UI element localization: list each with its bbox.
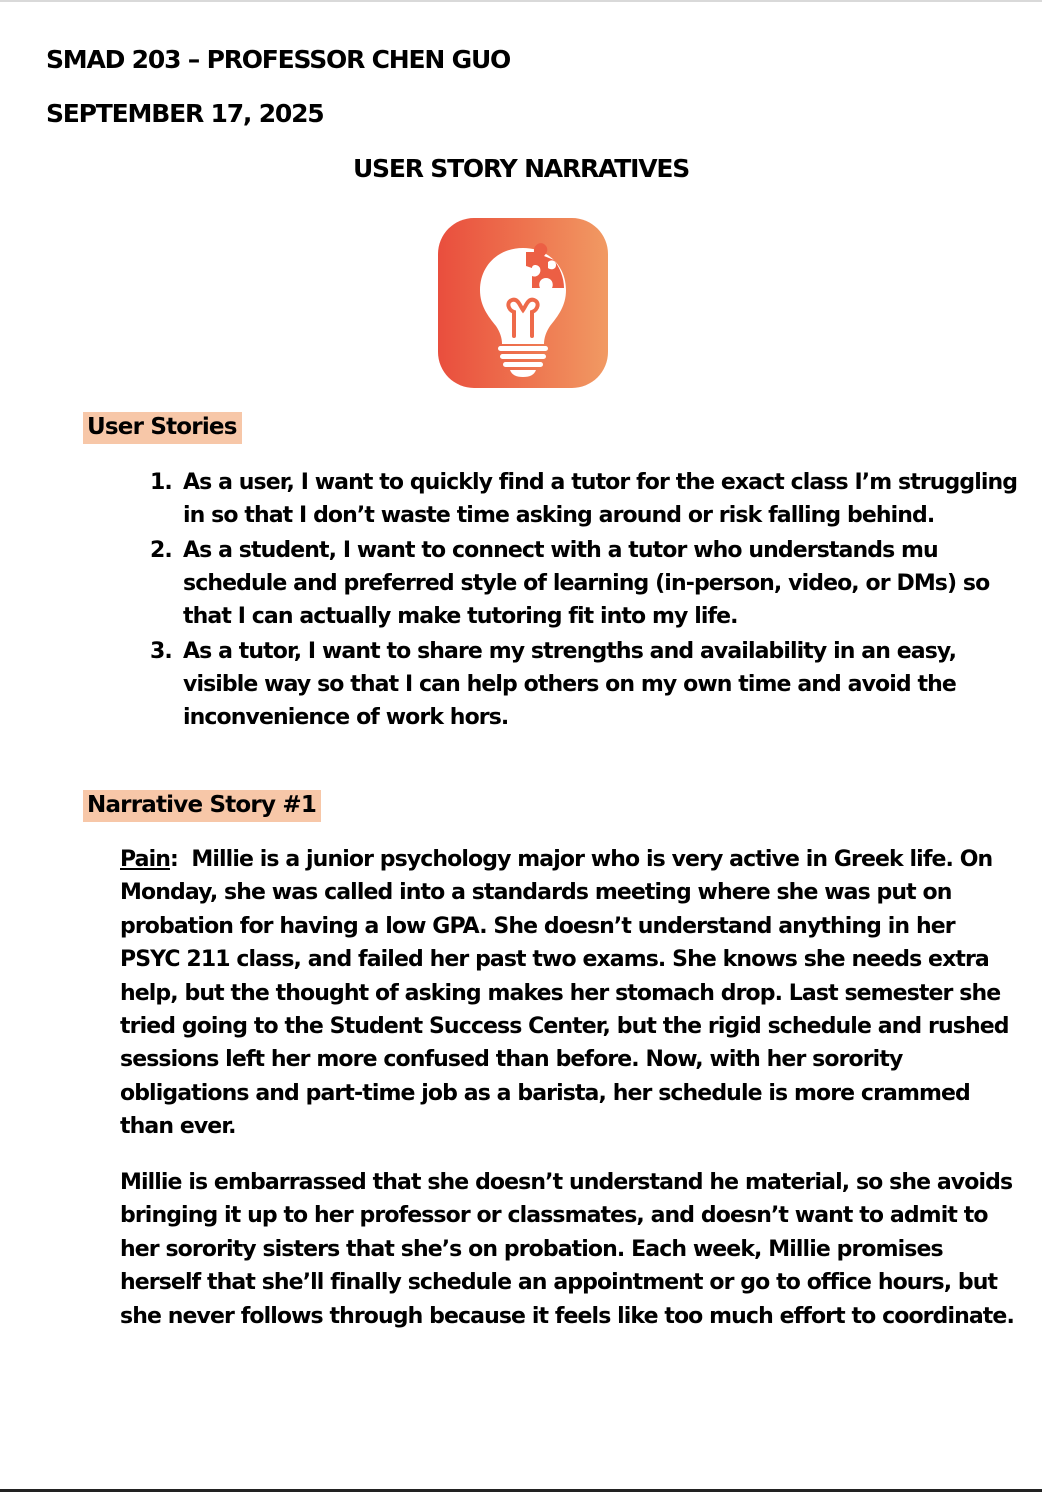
document-title: USER STORY NARRATIVES xyxy=(352,154,690,183)
story-text: As a tutor, I want to share my strengths and availability in an easy, visible way so that I can help others on my own time and avoid the inconvenience of work hors. xyxy=(183,639,957,730)
list-item xyxy=(150,534,1030,633)
pain-paragraph xyxy=(120,843,1020,1144)
list-number: 1. xyxy=(150,470,172,495)
app-logo xyxy=(438,218,608,388)
narrative-story-heading: Narrative Story #1 xyxy=(83,790,321,822)
user-stories-heading: User Stories xyxy=(83,412,242,444)
list-item xyxy=(150,466,1030,532)
user-stories-list xyxy=(150,466,1030,736)
pain-label: Pain xyxy=(120,847,170,872)
lightbulb-puzzle-icon xyxy=(438,218,608,388)
pain-colon: : xyxy=(169,847,192,872)
date-heading: SEPTEMBER 17, 2025 xyxy=(46,99,324,128)
top-divider xyxy=(0,0,1042,2)
list-item xyxy=(150,635,1030,734)
story-text: As a student, I want to connect with a tutor who understands mu schedule and preferred style of learning (in-person, video, or DMs) so that I can actually make tutoring fit into my life. xyxy=(183,538,990,629)
story-text: As a user, I want to quickly find a tutor for the exact class I’m struggling in so that I don’t waste time asking around or risk falling behind. xyxy=(183,470,1018,528)
course-heading: SMAD 203 – PROFESSOR CHEN GUO xyxy=(46,45,511,74)
pain-text: Millie is a junior psychology major who is very active in Greek life. On Monday, she was called into a standards meeting where she was put on probation for having a low GPA. She doesn’t understand anything in her PSYC 211 class, and failed her past two exams. She knows she needs extra help, but the thought of asking makes her stomach drop. Last semester she tried going to the Student Success Center, but the rigid schedule and rushed sessions left her more confused than before. Now, with her sorority obligations and part-time job as a barista, her schedule is more crammed than ever. xyxy=(120,847,1009,1140)
narrative-paragraph: Millie is embarrassed that she doesn’t understand he material, so she avoids bringing it up to her professor or classmates, and doesn’t want to admit to her sorority sisters that she’s on probation. Each week, Millie promises herself that she’ll finally schedule an appointment or go to office hours, but she never follows through because it feels like too much effort to coordinate. xyxy=(120,1170,1014,1329)
list-number: 2. xyxy=(150,538,172,563)
list-number: 3. xyxy=(150,639,172,664)
